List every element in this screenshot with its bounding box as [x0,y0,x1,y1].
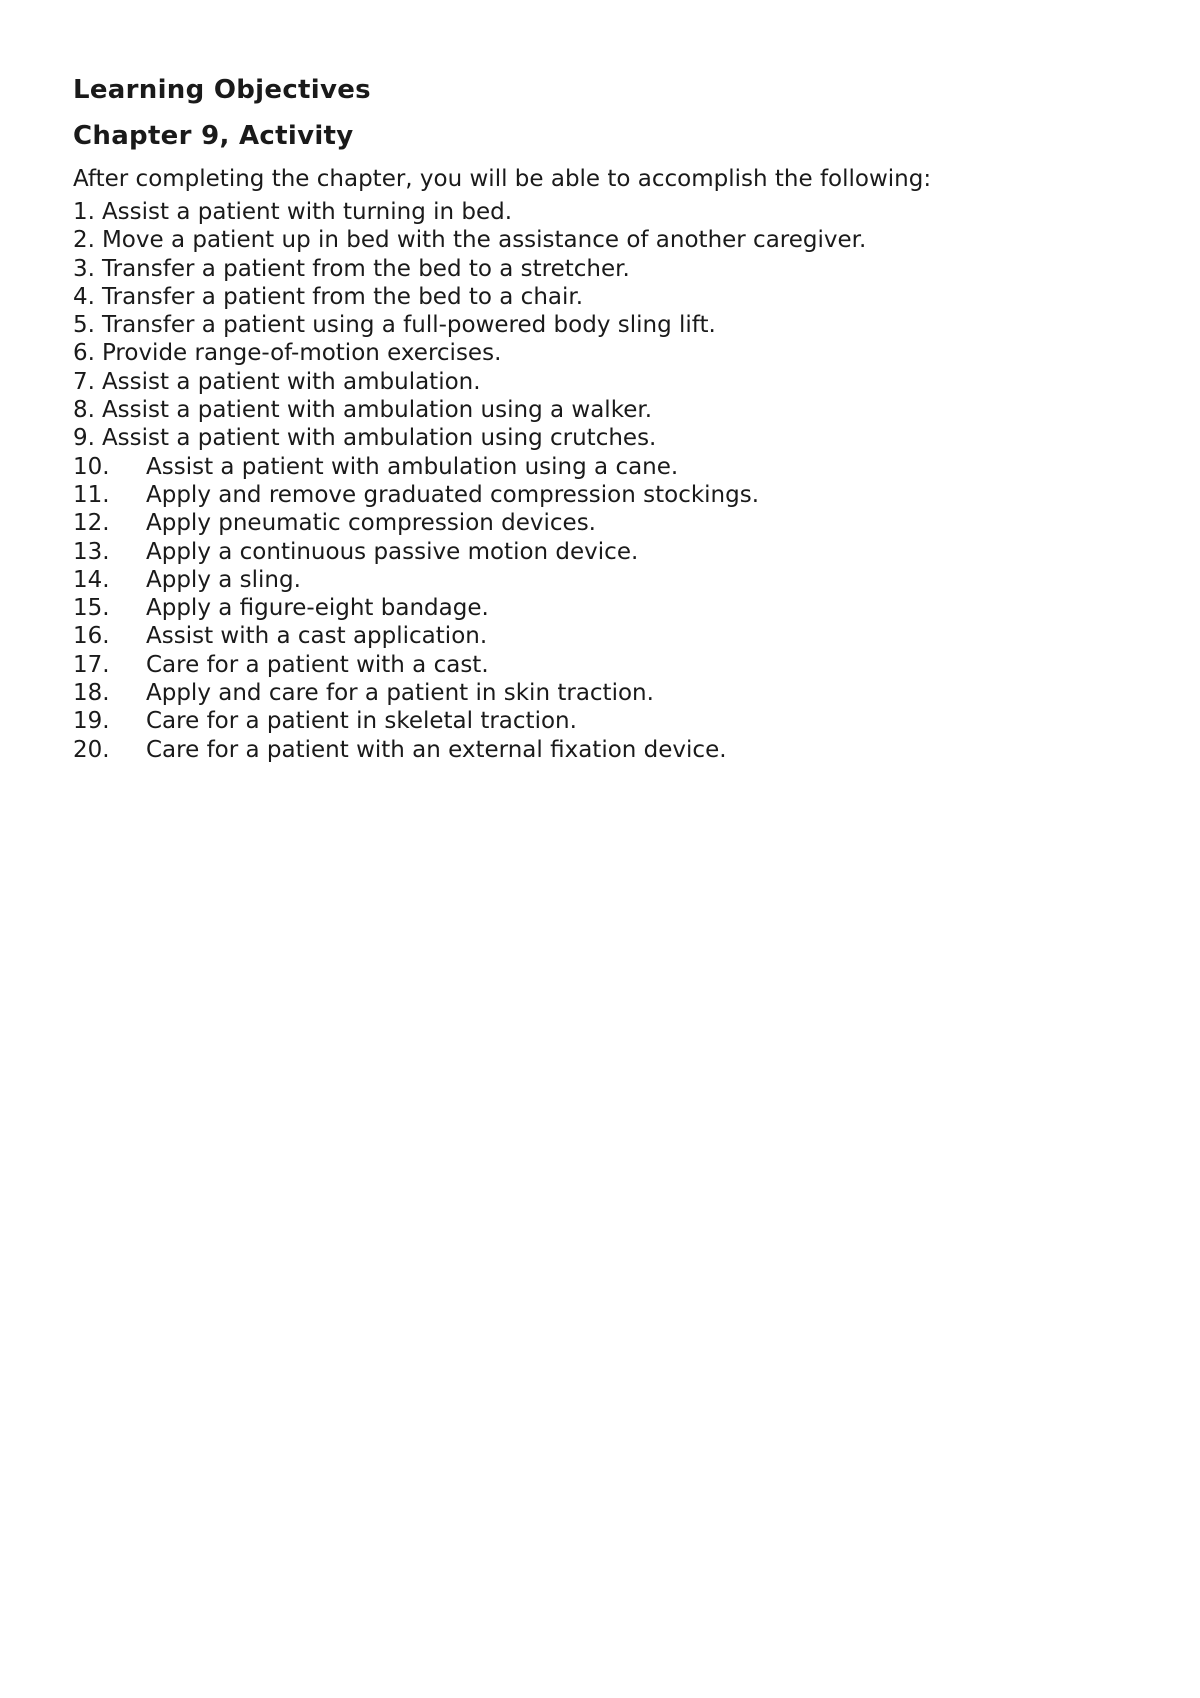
item-text: Care for a patient in skeletal traction. [146,708,577,735]
item-text: Care for a patient with a cast. [146,651,489,678]
list-item [73,424,1153,452]
item-text: Apply a sling. [146,566,301,593]
list-item [73,453,1153,481]
item-number: 18. [73,680,110,707]
list-item [73,368,1153,396]
item-text: Assist a patient with turning in bed. [101,199,513,225]
item-text: Transfer a patient from the bed to a stretcher. [101,255,630,282]
item-text: Apply pneumatic compression devices. [146,510,596,537]
list-item [73,538,1153,566]
item-text: Apply a figure-eight bandage. [146,595,489,622]
list-item [73,339,1153,367]
item-number: 7. [73,368,95,395]
list-item [73,651,1153,679]
list-item [73,707,1153,735]
list-item [73,198,1153,226]
page-title: Learning Objectives [73,75,371,105]
list-item [73,566,1153,594]
item-number: 20. [73,736,110,763]
item-number: 16. [73,623,110,650]
item-text: Assist a patient with ambulation. [101,368,481,395]
document-page [73,68,1153,764]
item-text: Transfer a patient using a full-powered body sling lift. [101,312,716,339]
list-item [73,594,1153,622]
item-text: Transfer a patient from the bed to a chair. [101,283,584,310]
item-text: Apply and care for a patient in skin traction. [146,680,654,707]
list-item [73,481,1153,509]
intro-text: After completing the chapter, you will be able to accomplish the following: [73,166,932,192]
list-item [73,311,1153,339]
item-number: 9. [73,425,95,452]
item-number: 10. [73,453,110,480]
item-number: 1. [73,199,95,225]
list-item [73,736,1153,764]
item-number: 12. [73,510,110,537]
item-text: Provide range-of-motion exercises. [101,340,502,367]
item-number: 19. [73,708,110,735]
item-number: 3. [73,255,95,282]
item-number: 2. [73,227,95,254]
item-number: 15. [73,595,110,622]
item-number: 5. [73,312,95,339]
objectives-list [73,198,1153,764]
list-item [73,255,1153,283]
chapter-subtitle: Chapter 9, Activity [73,121,354,151]
list-item [73,679,1153,707]
list-item [73,509,1153,537]
item-number: 8. [73,397,95,424]
item-number: 17. [73,651,110,678]
list-item [73,396,1153,424]
list-item [73,622,1153,650]
item-text: Move a patient up in bed with the assistance of another caregiver. [101,227,867,254]
item-number: 6. [73,340,95,367]
item-number: 11. [73,481,110,508]
item-number: 14. [73,566,110,593]
item-number: 13. [73,538,110,565]
item-text: Apply and remove graduated compression stockings. [146,481,760,508]
item-text: Assist with a cast application. [146,623,488,650]
item-text: Care for a patient with an external fixation device. [146,736,727,763]
item-text: Apply a continuous passive motion device. [146,538,639,565]
item-text: Assist a patient with ambulation using crutches. [101,425,657,452]
item-number: 4. [73,283,95,310]
item-text: Assist a patient with ambulation using a cane. [146,453,679,480]
list-item [73,283,1153,311]
item-text: Assist a patient with ambulation using a walker. [101,397,652,424]
list-item [73,226,1153,254]
